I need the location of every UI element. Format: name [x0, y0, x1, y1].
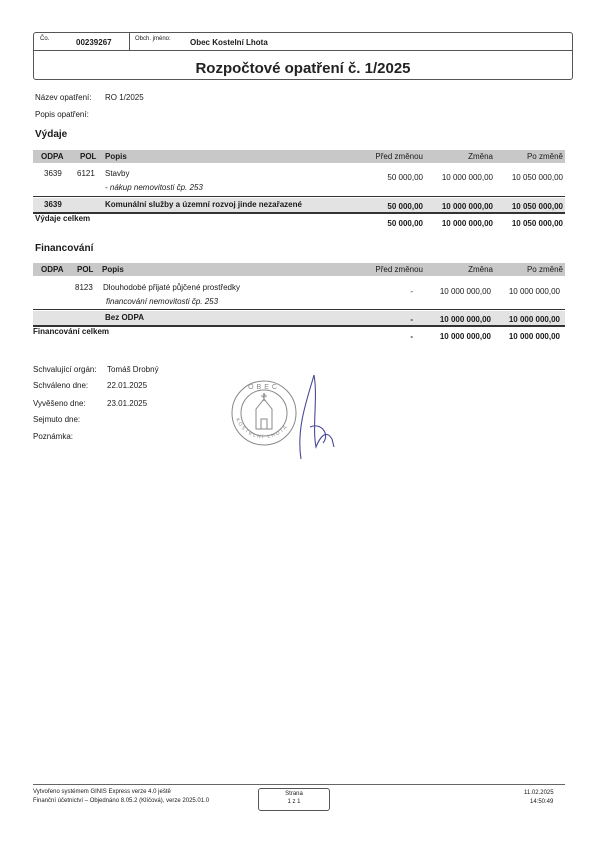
col-zmena: Změna	[468, 152, 493, 161]
row-po: 10 050 000,00	[511, 173, 563, 182]
col-zmena: Změna	[468, 265, 493, 274]
footer-date: 11.02.2025	[524, 790, 554, 796]
row-pol: 8123	[75, 283, 93, 292]
nazev-label: Název opatření:	[35, 93, 92, 102]
row-popis: Dlouhodobé přijaté půjčené prostředky	[103, 283, 240, 292]
handwritten-signature	[300, 375, 334, 459]
stamp-top-text: OBEC	[248, 384, 280, 391]
col-po: Po změně	[526, 152, 563, 161]
vydaje-subtotal-row	[33, 198, 565, 212]
total-zmena: 10 000 000,00	[441, 219, 493, 228]
divider	[33, 196, 565, 197]
row-zmena: 10 000 000,00	[441, 173, 493, 182]
financovani-table-header	[33, 263, 565, 276]
poznamka-label: Poznámka:	[33, 432, 74, 441]
financovani-subtotal-row	[33, 311, 565, 325]
col-pred: Před změnou	[375, 265, 423, 274]
footer-system-line: Vytvořeno systémem GINIS Express verze 4.0 ještě	[33, 789, 171, 795]
row-sub: - nákup nemovitosti čp. 253	[105, 183, 203, 192]
divider	[33, 309, 565, 310]
col-odpa: ODPA	[41, 265, 64, 274]
col-pol: POL	[80, 152, 97, 161]
ico-value: 00239267	[76, 38, 112, 47]
row-odpa: 3639	[44, 169, 62, 178]
schvaleno-value: 22.01.2025	[107, 381, 148, 390]
nazev-value: RO 1/2025	[105, 93, 144, 102]
subtotal-zmena: 10 000 000,00	[439, 315, 491, 324]
vydaje-total-row	[33, 213, 565, 229]
footer-accounting-line: Finanční účetnictví – Objednáno 8.05.2 (Klíčová), verze 2025.01.0	[33, 798, 210, 804]
total-pred: -	[410, 332, 413, 341]
subtotal-popis: Komunální služby a územní rozvoj jinde nezařazené	[105, 200, 302, 209]
total-po: 10 000 000,00	[508, 332, 560, 341]
row-pol: 6121	[77, 169, 95, 178]
col-pred: Před změnou	[375, 152, 423, 161]
subtotal-popis: Bez ODPA	[105, 313, 144, 322]
page-label: Strana	[285, 791, 303, 797]
total-label: Financování celkem	[33, 327, 110, 336]
vydaje-table-header	[33, 150, 565, 163]
page-number-box	[258, 788, 330, 811]
document-header	[33, 32, 573, 80]
vydaje-row	[33, 168, 565, 198]
church-icon	[256, 399, 272, 429]
total-zmena: 10 000 000,00	[439, 332, 491, 341]
row-po: 10 000 000,00	[508, 287, 560, 296]
header-info-row	[34, 33, 572, 51]
col-po: Po změně	[526, 265, 563, 274]
subtotal-pred: -	[410, 315, 413, 324]
financovani-row	[33, 281, 565, 311]
stamp-bottom-text: KOSTELNÍ LHOTA	[234, 417, 290, 441]
stamp-number: 2	[262, 394, 266, 400]
row-zmena: 10 000 000,00	[439, 287, 491, 296]
subtotal-odpa: 3639	[44, 200, 62, 209]
schvaleno-label: Schváleno dne:	[33, 381, 89, 390]
financovani-section-title: Financování	[35, 243, 94, 254]
row-sub: financování nemovitosti čp. 253	[106, 297, 219, 306]
subtotal-pred: 50 000,00	[387, 202, 423, 211]
col-popis: Popis	[105, 152, 127, 161]
subtotal-po: 10 050 000,00	[511, 202, 563, 211]
vydaje-section-title: Výdaje	[35, 129, 68, 140]
ico-label: Čo.	[40, 36, 50, 42]
row-popis: Stavby	[105, 169, 130, 178]
header-divider	[129, 33, 130, 50]
subtotal-zmena: 10 000 000,00	[441, 202, 493, 211]
popis-label: Popis opatření:	[35, 110, 89, 119]
row-pred: 50 000,00	[387, 173, 423, 182]
obch-label: Obch. jméno:	[135, 36, 171, 42]
total-po: 10 050 000,00	[511, 219, 563, 228]
organ-value: Tomáš Drobný	[107, 365, 159, 374]
col-pol: POL	[77, 265, 94, 274]
footer-time: 14:50:49	[530, 799, 554, 805]
official-stamp-and-signature	[226, 367, 356, 472]
total-pred: 50 000,00	[387, 219, 423, 228]
vyveseno-value: 23.01.2025	[107, 399, 148, 408]
col-popis: Popis	[102, 265, 124, 274]
footer-divider	[33, 784, 565, 785]
page-title: Rozpočtové opatření č. 1/2025	[195, 60, 411, 77]
obch-value: Obec Kostelní Lhota	[190, 38, 268, 47]
subtotal-po: 10 000 000,00	[508, 315, 560, 324]
sejmuto-label: Sejmuto dne:	[33, 415, 81, 424]
row-pred: -	[410, 287, 413, 296]
organ-label: Schvalující orgán:	[33, 365, 97, 374]
page-value: 1 z 1	[287, 799, 301, 805]
col-odpa: ODPA	[41, 152, 64, 161]
vyveseno-label: Vyvěšeno dne:	[33, 399, 86, 408]
total-label: Výdaje celkem	[35, 214, 91, 223]
financovani-total-row	[33, 326, 565, 342]
